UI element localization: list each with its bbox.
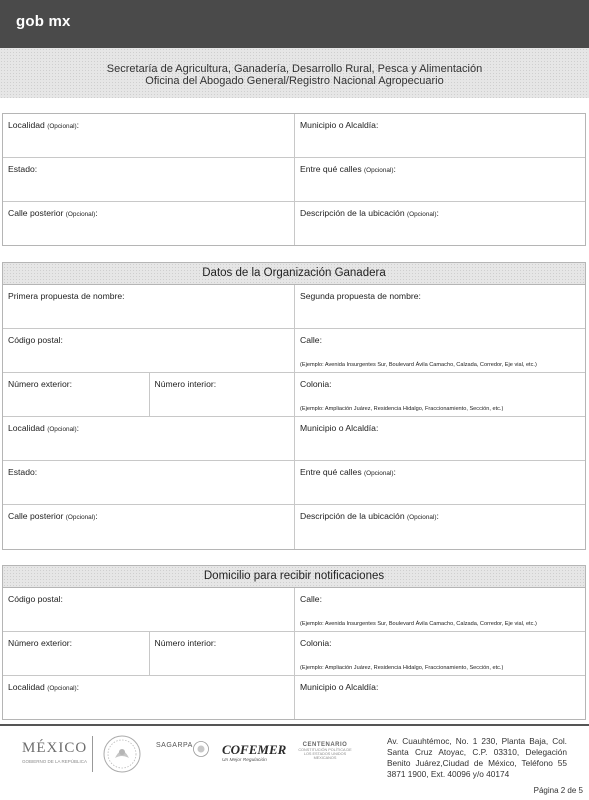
logo-separator xyxy=(92,736,93,772)
office-name: Oficina del Abogado General/Registro Nacional Agropecuario xyxy=(145,75,444,87)
cofemer-logo-subtext: Un Mejor Regulación xyxy=(222,758,267,763)
field-label: Localidad xyxy=(8,423,45,433)
field-label: Calle posterior xyxy=(8,208,64,218)
colonia-field[interactable] xyxy=(294,632,585,675)
estado-field[interactable] xyxy=(3,461,294,504)
field-label: Segunda propuesta de nombre: xyxy=(300,291,421,301)
form-row xyxy=(3,417,585,461)
centenario-logo xyxy=(295,742,355,760)
field-label: Código postal: xyxy=(8,335,63,345)
optional-tag: (Opcional) xyxy=(65,514,96,521)
municipio-field[interactable] xyxy=(294,417,585,460)
field-label: Estado: xyxy=(8,164,38,174)
field-label: Código postal: xyxy=(8,594,63,604)
footer xyxy=(0,726,589,782)
mexico-logo-text: MÉXICO xyxy=(22,740,88,756)
form-row xyxy=(3,505,585,549)
calle-posterior-field[interactable]: Calle posterior (Opcional): xyxy=(8,511,98,521)
field-label: Colonia: xyxy=(300,379,332,389)
section-title: Domicilio para recibir notificaciones xyxy=(3,566,585,588)
form-row xyxy=(3,285,585,329)
form-row xyxy=(3,676,585,719)
form-row xyxy=(3,632,585,676)
field-label: Número exterior: xyxy=(8,638,72,648)
field-label: Municipio o Alcaldía: xyxy=(300,682,379,692)
municipio-field[interactable] xyxy=(294,676,585,719)
agency-name: Secretaría de Agricultura, Ganadería, Desarrollo Rural, Pesca y Alimentación xyxy=(106,63,483,75)
optional-tag: (Opcional) xyxy=(47,685,77,692)
numero-exterior-field[interactable] xyxy=(3,632,149,675)
localidad-field[interactable]: Localidad (Opcional): xyxy=(8,682,80,692)
field-label: Localidad xyxy=(8,120,45,130)
domicilio-notificaciones-section xyxy=(2,565,586,720)
optional-tag: (Opcional) xyxy=(47,123,77,130)
colonia-field[interactable] xyxy=(294,373,585,416)
cofemer-logo-text: COFEMER xyxy=(222,742,287,757)
top-header-bar xyxy=(0,0,589,48)
national-seal-icon xyxy=(102,734,142,779)
field-label: Número interior: xyxy=(154,379,217,389)
field-label: Entre qué calles xyxy=(300,164,362,174)
entre-calles-field[interactable]: Entre qué calles (Opcional): xyxy=(294,158,585,201)
field-label: Entre qué calles xyxy=(300,467,362,477)
entre-calles-field[interactable]: Entre qué calles (Opcional): xyxy=(294,461,585,504)
field-label: Municipio o Alcaldía: xyxy=(300,423,379,433)
field-example: (Ejemplo: Ampliación Juárez, Residencia Hidalgo, Fraccionamiento, Sección, etc.) xyxy=(300,406,504,412)
optional-tag: (Opcional) xyxy=(407,211,437,218)
cofemer-logo xyxy=(222,742,286,763)
optional-tag: (Opcional) xyxy=(47,426,77,433)
mexico-logo xyxy=(22,740,87,764)
estado-field[interactable] xyxy=(3,158,294,201)
field-example: (Ejemplo: Avenida Insurgentes Sur, Boulevard Ávila Camacho, Calzada, Corredor, Eje vial, etc.) xyxy=(300,362,537,368)
office-address: Av. Cuauhtémoc, No. 1 230, Planta Baja, Col. Santa Cruz Atoyac, C.P. 03310, Delegación Benito Juárez,Ciudad de México, Teléfono 55 3871 1900, Ext. 40096 y/o 40174 xyxy=(387,736,567,779)
gobmx-logo: gob mx xyxy=(16,13,71,30)
form-row xyxy=(3,158,585,202)
field-label: Calle: xyxy=(300,335,322,345)
field-label: Número interior: xyxy=(154,638,217,648)
field-label: Municipio o Alcaldía: xyxy=(300,120,379,130)
section-title: Datos de la Organización Ganadera xyxy=(3,263,585,285)
field-example: (Ejemplo: Avenida Insurgentes Sur, Boulevard Ávila Camacho, Calzada, Corredor, Eje vial, etc.) xyxy=(300,621,537,627)
descripcion-field[interactable]: Descripción de la ubicación (Opcional): xyxy=(294,202,585,245)
descripcion-field[interactable]: Descripción de la ubicación (Opcional): xyxy=(294,505,585,549)
sagarpa-seal-icon xyxy=(192,740,210,763)
optional-tag: (Opcional) xyxy=(364,470,394,477)
field-label: Primera propuesta de nombre: xyxy=(8,291,125,301)
form-row xyxy=(3,461,585,505)
segunda-propuesta-field[interactable] xyxy=(294,285,585,328)
optional-tag: (Opcional) xyxy=(65,211,96,218)
numero-interior-field[interactable] xyxy=(149,632,295,675)
field-label: Número exterior: xyxy=(8,379,72,389)
field-label: Calle: xyxy=(300,594,322,604)
field-label: Localidad xyxy=(8,682,45,692)
codigo-postal-field[interactable] xyxy=(3,329,294,372)
mexico-logo-subtext: GOBIERNO DE LA REPÚBLICA xyxy=(22,759,88,764)
organizacion-ganadera-section xyxy=(2,262,586,550)
localidad-field[interactable]: Localidad (Opcional): xyxy=(8,120,80,130)
numero-interior-field[interactable] xyxy=(149,373,295,416)
calle-field[interactable] xyxy=(294,588,585,631)
calle-posterior-field[interactable]: Calle posterior (Opcional): xyxy=(8,208,98,218)
form-row xyxy=(3,588,585,632)
form-row xyxy=(3,373,585,417)
centenario-logo-text: CENTENARIO xyxy=(302,742,348,748)
primera-propuesta-field[interactable] xyxy=(3,285,294,328)
form-row xyxy=(3,329,585,373)
form-row xyxy=(3,114,585,158)
codigo-postal-field[interactable] xyxy=(3,588,294,631)
optional-tag: (Opcional) xyxy=(364,167,394,174)
field-label: Descripción de la ubicación xyxy=(300,511,405,521)
field-label: Colonia: xyxy=(300,638,332,648)
centenario-logo-subtext: CONSTITUCIÓN POLÍTICA DE LOS ESTADOS UNIDOS MEXICANOS xyxy=(298,748,352,760)
calle-field[interactable] xyxy=(294,329,585,372)
page-number: Página 2 de 5 xyxy=(533,786,583,795)
agency-header xyxy=(0,48,589,98)
localidad-field[interactable]: Localidad (Opcional): xyxy=(8,423,80,433)
sagarpa-logo: SAGARPA xyxy=(156,742,193,749)
municipio-field[interactable] xyxy=(294,114,585,157)
field-label: Estado: xyxy=(8,467,38,477)
location-section xyxy=(2,113,586,246)
field-label: Calle posterior xyxy=(8,511,64,521)
field-example: (Ejemplo: Ampliación Juárez, Residencia Hidalgo, Fraccionamiento, Sección, etc.) xyxy=(300,665,504,671)
field-label: Descripción de la ubicación xyxy=(300,208,405,218)
numero-exterior-field[interactable] xyxy=(3,373,149,416)
optional-tag: (Opcional) xyxy=(407,514,437,521)
form-row xyxy=(3,202,585,245)
